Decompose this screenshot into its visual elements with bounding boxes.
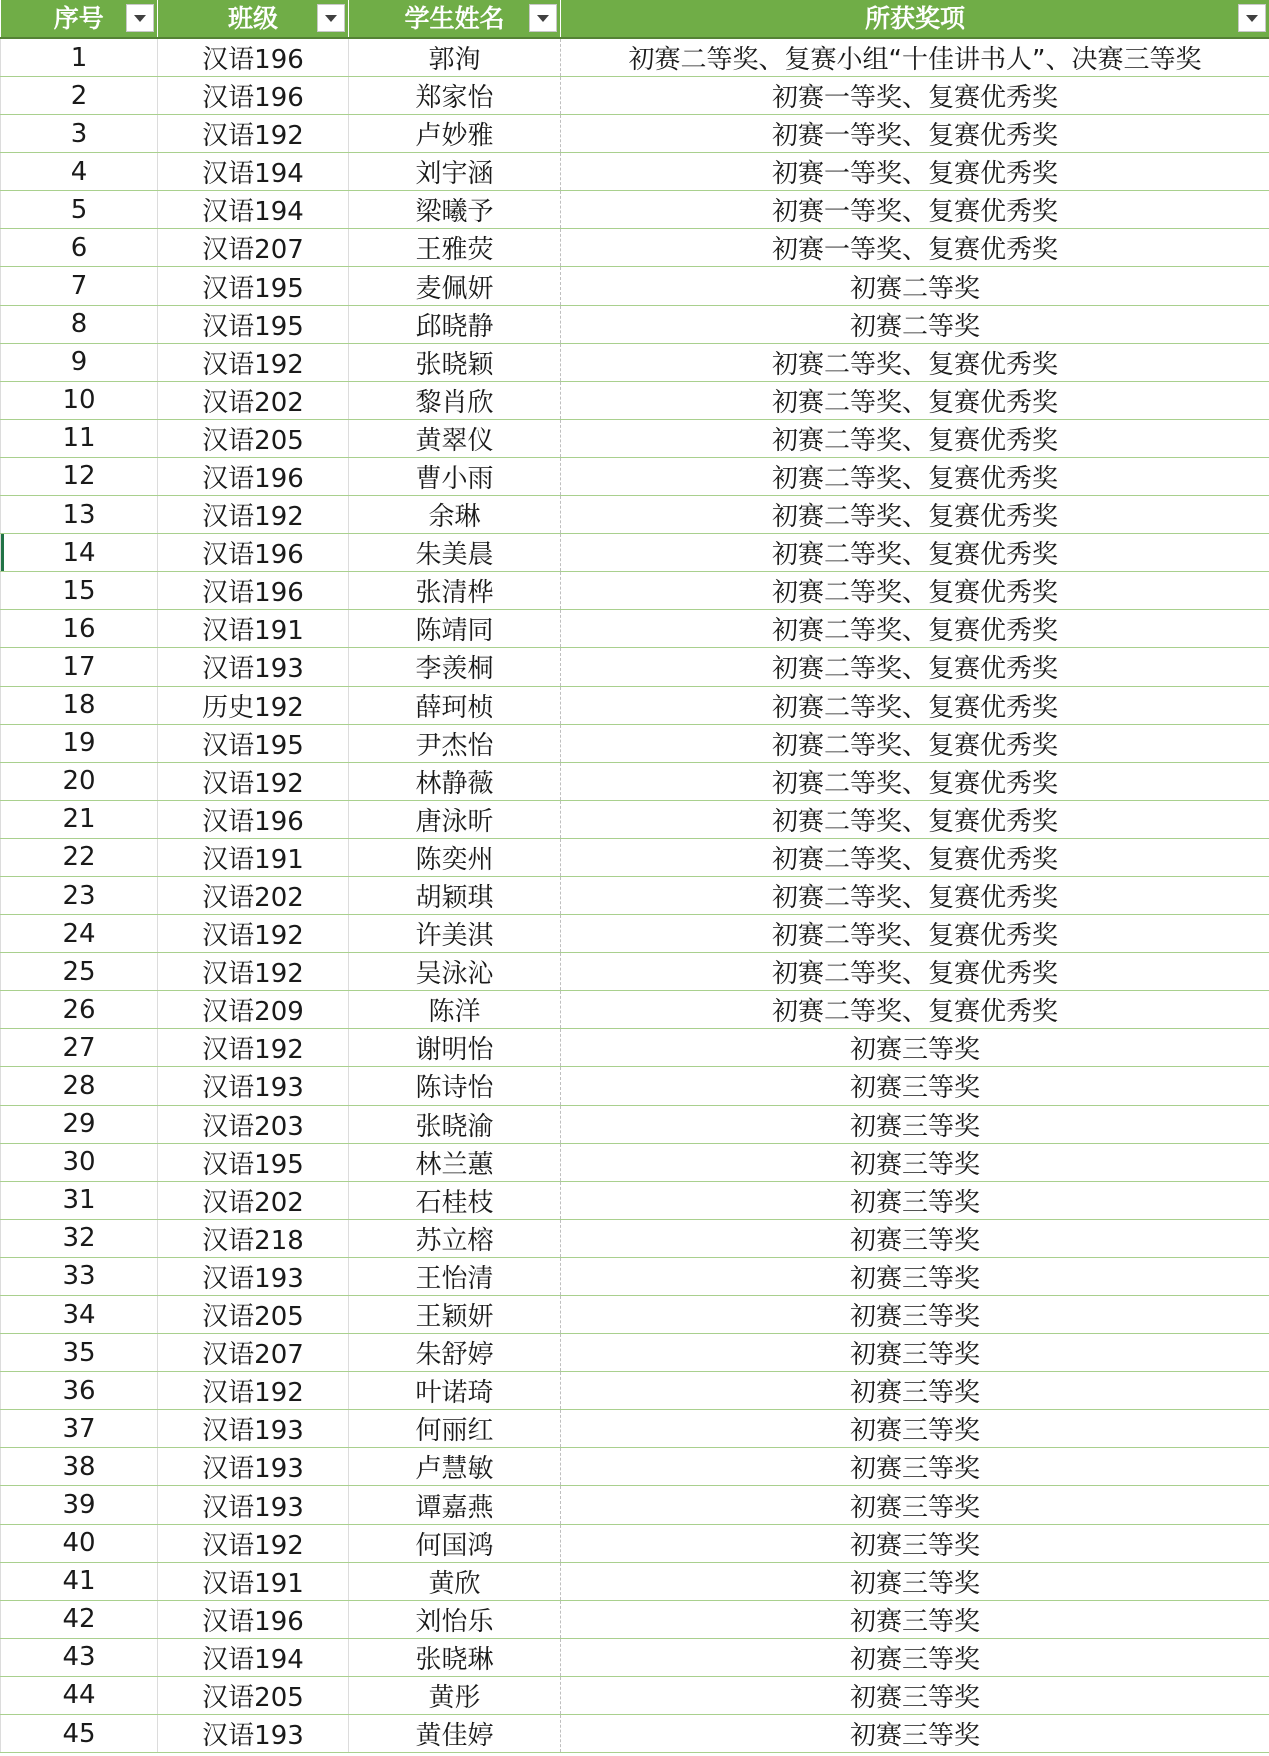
cell-no[interactable]: 39 xyxy=(1,1486,158,1524)
table-row[interactable] xyxy=(1,343,1269,381)
cell-award[interactable]: 初赛三等奖 xyxy=(561,1067,1269,1105)
cell-name[interactable]: 刘宇涵 xyxy=(349,153,561,191)
cell-name[interactable]: 张晓琳 xyxy=(349,1638,561,1676)
cell-name[interactable]: 何国鸿 xyxy=(349,1524,561,1562)
cell-award[interactable]: 初赛三等奖 xyxy=(561,1105,1269,1143)
cell-class[interactable]: 汉语195 xyxy=(158,267,349,305)
table-row[interactable] xyxy=(1,838,1269,876)
cell-no[interactable]: 43 xyxy=(1,1638,158,1676)
cell-no[interactable]: 40 xyxy=(1,1524,158,1562)
cell-award[interactable]: 初赛二等奖、复赛优秀奖 xyxy=(561,648,1269,686)
cell-class[interactable]: 汉语196 xyxy=(158,77,349,115)
cell-award[interactable]: 初赛二等奖、复赛优秀奖 xyxy=(561,838,1269,876)
table-row[interactable] xyxy=(1,1715,1269,1753)
cell-class[interactable]: 汉语194 xyxy=(158,153,349,191)
cell-class[interactable]: 汉语218 xyxy=(158,1219,349,1257)
cell-name[interactable]: 张清桦 xyxy=(349,572,561,610)
cell-class[interactable]: 汉语207 xyxy=(158,1334,349,1372)
cell-name[interactable]: 王颖妍 xyxy=(349,1296,561,1334)
cell-no[interactable]: 34 xyxy=(1,1296,158,1334)
table-row[interactable] xyxy=(1,419,1269,457)
cell-name[interactable]: 石桂枝 xyxy=(349,1181,561,1219)
chevron-down-icon xyxy=(537,15,549,22)
table-row[interactable] xyxy=(1,191,1269,229)
cell-no[interactable]: 20 xyxy=(1,762,158,800)
cell-class[interactable]: 汉语192 xyxy=(158,1029,349,1067)
cell-award[interactable]: 初赛二等奖、复赛优秀奖 xyxy=(561,991,1269,1029)
cell-no[interactable]: 21 xyxy=(1,800,158,838)
cell-name[interactable]: 朱舒婷 xyxy=(349,1334,561,1372)
table-row[interactable] xyxy=(1,648,1269,686)
cell-class[interactable]: 汉语192 xyxy=(158,115,349,153)
table-header xyxy=(1,0,1269,38)
cell-no[interactable]: 23 xyxy=(1,876,158,914)
cell-award[interactable]: 初赛三等奖 xyxy=(561,1676,1269,1714)
chevron-down-icon xyxy=(134,15,146,22)
cell-name[interactable]: 胡颖琪 xyxy=(349,876,561,914)
chevron-down-icon xyxy=(325,15,337,22)
cell-name[interactable]: 黄佳婷 xyxy=(349,1715,561,1753)
cell-no[interactable]: 22 xyxy=(1,838,158,876)
cell-name[interactable]: 余琳 xyxy=(349,496,561,534)
cell-no[interactable]: 45 xyxy=(1,1715,158,1753)
cell-no[interactable]: 35 xyxy=(1,1334,158,1372)
table-row[interactable] xyxy=(1,1410,1269,1448)
cell-name[interactable]: 卢慧敏 xyxy=(349,1448,561,1486)
cell-name[interactable]: 邱晓静 xyxy=(349,305,561,343)
cell-name[interactable]: 郑家怡 xyxy=(349,77,561,115)
cell-award[interactable]: 初赛二等奖 xyxy=(561,267,1269,305)
cell-no[interactable]: 18 xyxy=(1,686,158,724)
cell-class[interactable]: 汉语203 xyxy=(158,1105,349,1143)
cell-no[interactable]: 38 xyxy=(1,1448,158,1486)
cell-no[interactable]: 10 xyxy=(1,381,158,419)
cell-award[interactable]: 初赛一等奖、复赛优秀奖 xyxy=(561,153,1269,191)
cell-name[interactable]: 陈靖同 xyxy=(349,610,561,648)
cell-no[interactable]: 24 xyxy=(1,915,158,953)
cell-name[interactable]: 叶诺琦 xyxy=(349,1372,561,1410)
table-row[interactable] xyxy=(1,1219,1269,1257)
cell-no[interactable]: 12 xyxy=(1,457,158,495)
cell-name[interactable]: 唐泳昕 xyxy=(349,800,561,838)
cell-class[interactable]: 汉语195 xyxy=(158,1143,349,1181)
header-no[interactable] xyxy=(1,0,158,38)
cell-name[interactable]: 陈洋 xyxy=(349,991,561,1029)
cell-class[interactable]: 汉语191 xyxy=(158,838,349,876)
cell-award[interactable]: 初赛一等奖、复赛优秀奖 xyxy=(561,229,1269,267)
cell-name[interactable]: 许美淇 xyxy=(349,915,561,953)
cell-award[interactable]: 初赛二等奖、复赛优秀奖 xyxy=(561,762,1269,800)
cell-class[interactable]: 汉语191 xyxy=(158,610,349,648)
table-row[interactable] xyxy=(1,1029,1269,1067)
filter-dropdown-button[interactable] xyxy=(126,4,154,32)
table-row[interactable] xyxy=(1,1372,1269,1410)
table-row[interactable] xyxy=(1,991,1269,1029)
cell-award[interactable]: 初赛二等奖 xyxy=(561,305,1269,343)
table-row[interactable] xyxy=(1,1257,1269,1295)
cell-no[interactable]: 13 xyxy=(1,496,158,534)
cell-no[interactable]: 3 xyxy=(1,115,158,153)
cell-class[interactable]: 汉语205 xyxy=(158,1676,349,1714)
table-row[interactable] xyxy=(1,1600,1269,1638)
cell-award[interactable]: 初赛三等奖 xyxy=(561,1181,1269,1219)
table-row[interactable] xyxy=(1,1638,1269,1676)
cell-award[interactable]: 初赛三等奖 xyxy=(561,1029,1269,1067)
header-no-label: 序号 xyxy=(53,3,104,33)
cell-award[interactable]: 初赛三等奖 xyxy=(561,1638,1269,1676)
cell-class[interactable]: 汉语191 xyxy=(158,1562,349,1600)
table-row[interactable] xyxy=(1,610,1269,648)
cell-no[interactable]: 15 xyxy=(1,572,158,610)
table-row[interactable] xyxy=(1,1067,1269,1105)
cell-class[interactable]: 历史192 xyxy=(158,686,349,724)
cell-award[interactable]: 初赛一等奖、复赛优秀奖 xyxy=(561,115,1269,153)
cell-name[interactable]: 谢明怡 xyxy=(349,1029,561,1067)
cell-award[interactable]: 初赛三等奖 xyxy=(561,1296,1269,1334)
header-class-label: 班级 xyxy=(227,3,278,33)
cell-no[interactable]: 6 xyxy=(1,229,158,267)
cell-class[interactable]: 汉语192 xyxy=(158,1524,349,1562)
table-row[interactable] xyxy=(1,534,1269,572)
cell-name[interactable]: 王怡清 xyxy=(349,1257,561,1295)
cell-no[interactable]: 33 xyxy=(1,1257,158,1295)
cell-name[interactable]: 曹小雨 xyxy=(349,457,561,495)
cell-name[interactable]: 郭洵 xyxy=(349,38,561,77)
cell-class[interactable]: 汉语196 xyxy=(158,800,349,838)
cell-award[interactable]: 初赛三等奖 xyxy=(561,1257,1269,1295)
cell-class[interactable]: 汉语195 xyxy=(158,724,349,762)
cell-no[interactable]: 5 xyxy=(1,191,158,229)
cell-class[interactable]: 汉语192 xyxy=(158,343,349,381)
filter-dropdown-button[interactable] xyxy=(529,4,557,32)
cell-name[interactable]: 张晓颖 xyxy=(349,343,561,381)
cell-class[interactable]: 汉语205 xyxy=(158,1296,349,1334)
cell-class[interactable]: 汉语194 xyxy=(158,1638,349,1676)
cell-name[interactable]: 苏立榕 xyxy=(349,1219,561,1257)
cell-no[interactable]: 11 xyxy=(1,419,158,457)
cell-class[interactable]: 汉语202 xyxy=(158,876,349,914)
cell-class[interactable]: 汉语196 xyxy=(158,457,349,495)
cell-no[interactable]: 4 xyxy=(1,153,158,191)
cell-award[interactable]: 初赛三等奖 xyxy=(561,1448,1269,1486)
cell-class[interactable]: 汉语195 xyxy=(158,305,349,343)
table-row[interactable] xyxy=(1,153,1269,191)
cell-class[interactable]: 汉语193 xyxy=(158,1067,349,1105)
cell-class[interactable]: 汉语202 xyxy=(158,381,349,419)
cell-class[interactable]: 汉语192 xyxy=(158,915,349,953)
cell-award[interactable]: 初赛二等奖、复赛优秀奖 xyxy=(561,686,1269,724)
cell-class[interactable]: 汉语209 xyxy=(158,991,349,1029)
header-award-label: 所获奖项 xyxy=(864,3,965,33)
cell-award[interactable]: 初赛二等奖、复赛小组“十佳讲书人”、决赛三等奖 xyxy=(561,38,1269,77)
cell-award[interactable]: 初赛二等奖、复赛优秀奖 xyxy=(561,534,1269,572)
cell-class[interactable]: 汉语192 xyxy=(158,1372,349,1410)
cell-award[interactable]: 初赛三等奖 xyxy=(561,1143,1269,1181)
cell-no[interactable]: 9 xyxy=(1,343,158,381)
table-row[interactable] xyxy=(1,762,1269,800)
table-row[interactable] xyxy=(1,305,1269,343)
table-row[interactable] xyxy=(1,915,1269,953)
table-row[interactable] xyxy=(1,496,1269,534)
cell-name[interactable]: 王雅荧 xyxy=(349,229,561,267)
table-row[interactable] xyxy=(1,1448,1269,1486)
cell-award[interactable]: 初赛一等奖、复赛优秀奖 xyxy=(561,191,1269,229)
cell-name[interactable]: 陈诗怡 xyxy=(349,1067,561,1105)
cell-no[interactable]: 26 xyxy=(1,991,158,1029)
table-row[interactable] xyxy=(1,381,1269,419)
filter-dropdown-button[interactable] xyxy=(317,4,345,32)
cell-award[interactable]: 初赛二等奖、复赛优秀奖 xyxy=(561,610,1269,648)
cell-award[interactable]: 初赛三等奖 xyxy=(561,1600,1269,1638)
table-row[interactable] xyxy=(1,953,1269,991)
table-row[interactable] xyxy=(1,1181,1269,1219)
table-row[interactable] xyxy=(1,724,1269,762)
header-award[interactable] xyxy=(561,0,1269,38)
cell-name[interactable]: 黎肖欣 xyxy=(349,381,561,419)
cell-no[interactable]: 1 xyxy=(1,38,158,77)
table-row[interactable] xyxy=(1,115,1269,153)
cell-name[interactable]: 谭嘉燕 xyxy=(349,1486,561,1524)
cell-name[interactable]: 陈奕州 xyxy=(349,838,561,876)
cell-no[interactable]: 37 xyxy=(1,1410,158,1448)
cell-award[interactable]: 初赛二等奖、复赛优秀奖 xyxy=(561,724,1269,762)
cell-name[interactable]: 刘怡乐 xyxy=(349,1600,561,1638)
cell-no[interactable]: 29 xyxy=(1,1105,158,1143)
table-row[interactable] xyxy=(1,800,1269,838)
table-row[interactable] xyxy=(1,77,1269,115)
cell-class[interactable]: 汉语192 xyxy=(158,762,349,800)
header-name[interactable] xyxy=(349,0,561,38)
cell-class[interactable]: 汉语193 xyxy=(158,1486,349,1524)
cell-award[interactable]: 初赛三等奖 xyxy=(561,1524,1269,1562)
table-row[interactable] xyxy=(1,1562,1269,1600)
table-body xyxy=(1,38,1269,1753)
cell-award[interactable]: 初赛二等奖、复赛优秀奖 xyxy=(561,457,1269,495)
cell-name[interactable]: 林兰蕙 xyxy=(349,1143,561,1181)
cell-no[interactable]: 41 xyxy=(1,1562,158,1600)
cell-no[interactable]: 14 xyxy=(1,534,158,572)
cell-award[interactable]: 初赛二等奖、复赛优秀奖 xyxy=(561,800,1269,838)
cell-class[interactable]: 汉语194 xyxy=(158,191,349,229)
cell-award[interactable]: 初赛三等奖 xyxy=(561,1334,1269,1372)
cell-class[interactable]: 汉语193 xyxy=(158,1715,349,1753)
cell-name[interactable]: 张晓渝 xyxy=(349,1105,561,1143)
cell-name[interactable]: 黄翠仪 xyxy=(349,419,561,457)
cell-award[interactable]: 初赛三等奖 xyxy=(561,1715,1269,1753)
cell-class[interactable]: 汉语193 xyxy=(158,648,349,686)
header-class[interactable] xyxy=(158,0,349,38)
cell-name[interactable]: 黄彤 xyxy=(349,1676,561,1714)
cell-no[interactable]: 2 xyxy=(1,77,158,115)
cell-no[interactable]: 8 xyxy=(1,305,158,343)
cell-no[interactable]: 32 xyxy=(1,1219,158,1257)
cell-class[interactable]: 汉语193 xyxy=(158,1448,349,1486)
cell-class[interactable]: 汉语205 xyxy=(158,419,349,457)
table-row[interactable] xyxy=(1,876,1269,914)
cell-class[interactable]: 汉语196 xyxy=(158,1600,349,1638)
cell-name[interactable]: 林静薇 xyxy=(349,762,561,800)
table-row[interactable] xyxy=(1,457,1269,495)
cell-class[interactable]: 汉语192 xyxy=(158,953,349,991)
table-row[interactable] xyxy=(1,1524,1269,1562)
cell-award[interactable]: 初赛三等奖 xyxy=(561,1486,1269,1524)
cell-class[interactable]: 汉语196 xyxy=(158,38,349,77)
cell-name[interactable]: 卢妙雅 xyxy=(349,115,561,153)
cell-award[interactable]: 初赛三等奖 xyxy=(561,1372,1269,1410)
cell-no[interactable]: 31 xyxy=(1,1181,158,1219)
cell-class[interactable]: 汉语196 xyxy=(158,572,349,610)
filter-dropdown-button[interactable] xyxy=(1238,4,1266,32)
cell-award[interactable]: 初赛三等奖 xyxy=(561,1562,1269,1600)
cell-class[interactable]: 汉语202 xyxy=(158,1181,349,1219)
cell-no[interactable]: 7 xyxy=(1,267,158,305)
cell-award[interactable]: 初赛二等奖、复赛优秀奖 xyxy=(561,496,1269,534)
table-row[interactable] xyxy=(1,686,1269,724)
cell-award[interactable]: 初赛三等奖 xyxy=(561,1410,1269,1448)
cell-name[interactable]: 李羡桐 xyxy=(349,648,561,686)
table-row[interactable] xyxy=(1,1105,1269,1143)
header-row xyxy=(1,0,1269,38)
chevron-down-icon xyxy=(1246,15,1258,22)
cell-no[interactable]: 25 xyxy=(1,953,158,991)
cell-no[interactable]: 30 xyxy=(1,1143,158,1181)
cell-class[interactable]: 汉语193 xyxy=(158,1257,349,1295)
cell-award[interactable]: 初赛二等奖、复赛优秀奖 xyxy=(561,876,1269,914)
cell-no[interactable]: 16 xyxy=(1,610,158,648)
cell-no[interactable]: 44 xyxy=(1,1676,158,1714)
cell-name[interactable]: 麦佩妍 xyxy=(349,267,561,305)
cell-class[interactable]: 汉语193 xyxy=(158,1410,349,1448)
cell-class[interactable]: 汉语196 xyxy=(158,534,349,572)
cell-name[interactable]: 梁曦予 xyxy=(349,191,561,229)
cell-name[interactable]: 何丽红 xyxy=(349,1410,561,1448)
cell-no[interactable]: 17 xyxy=(1,648,158,686)
cell-no[interactable]: 42 xyxy=(1,1600,158,1638)
cell-name[interactable]: 薛珂桢 xyxy=(349,686,561,724)
cell-award[interactable]: 初赛二等奖、复赛优秀奖 xyxy=(561,419,1269,457)
cell-name[interactable]: 尹杰怡 xyxy=(349,724,561,762)
cell-name[interactable]: 吴泳沁 xyxy=(349,953,561,991)
header-name-label: 学生姓名 xyxy=(404,3,505,33)
cell-no[interactable]: 28 xyxy=(1,1067,158,1105)
cell-award[interactable]: 初赛二等奖、复赛优秀奖 xyxy=(561,915,1269,953)
table-row[interactable] xyxy=(1,1676,1269,1714)
table-row[interactable] xyxy=(1,572,1269,610)
cell-award[interactable]: 初赛二等奖、复赛优秀奖 xyxy=(561,343,1269,381)
cell-award[interactable]: 初赛三等奖 xyxy=(561,1219,1269,1257)
table-row[interactable] xyxy=(1,1486,1269,1524)
cell-award[interactable]: 初赛二等奖、复赛优秀奖 xyxy=(561,572,1269,610)
cell-award[interactable]: 初赛二等奖、复赛优秀奖 xyxy=(561,381,1269,419)
cell-award[interactable]: 初赛一等奖、复赛优秀奖 xyxy=(561,77,1269,115)
table-row[interactable] xyxy=(1,1296,1269,1334)
cell-class[interactable]: 汉语207 xyxy=(158,229,349,267)
cell-class[interactable]: 汉语192 xyxy=(158,496,349,534)
table-row[interactable] xyxy=(1,38,1269,77)
cell-name[interactable]: 黄欣 xyxy=(349,1562,561,1600)
cell-no[interactable]: 36 xyxy=(1,1372,158,1410)
table-row[interactable] xyxy=(1,1143,1269,1181)
cell-no[interactable]: 19 xyxy=(1,724,158,762)
table-row[interactable] xyxy=(1,229,1269,267)
cell-name[interactable]: 朱美晨 xyxy=(349,534,561,572)
table-row[interactable] xyxy=(1,1334,1269,1372)
cell-award[interactable]: 初赛二等奖、复赛优秀奖 xyxy=(561,953,1269,991)
table-row[interactable] xyxy=(1,267,1269,305)
cell-no[interactable]: 27 xyxy=(1,1029,158,1067)
